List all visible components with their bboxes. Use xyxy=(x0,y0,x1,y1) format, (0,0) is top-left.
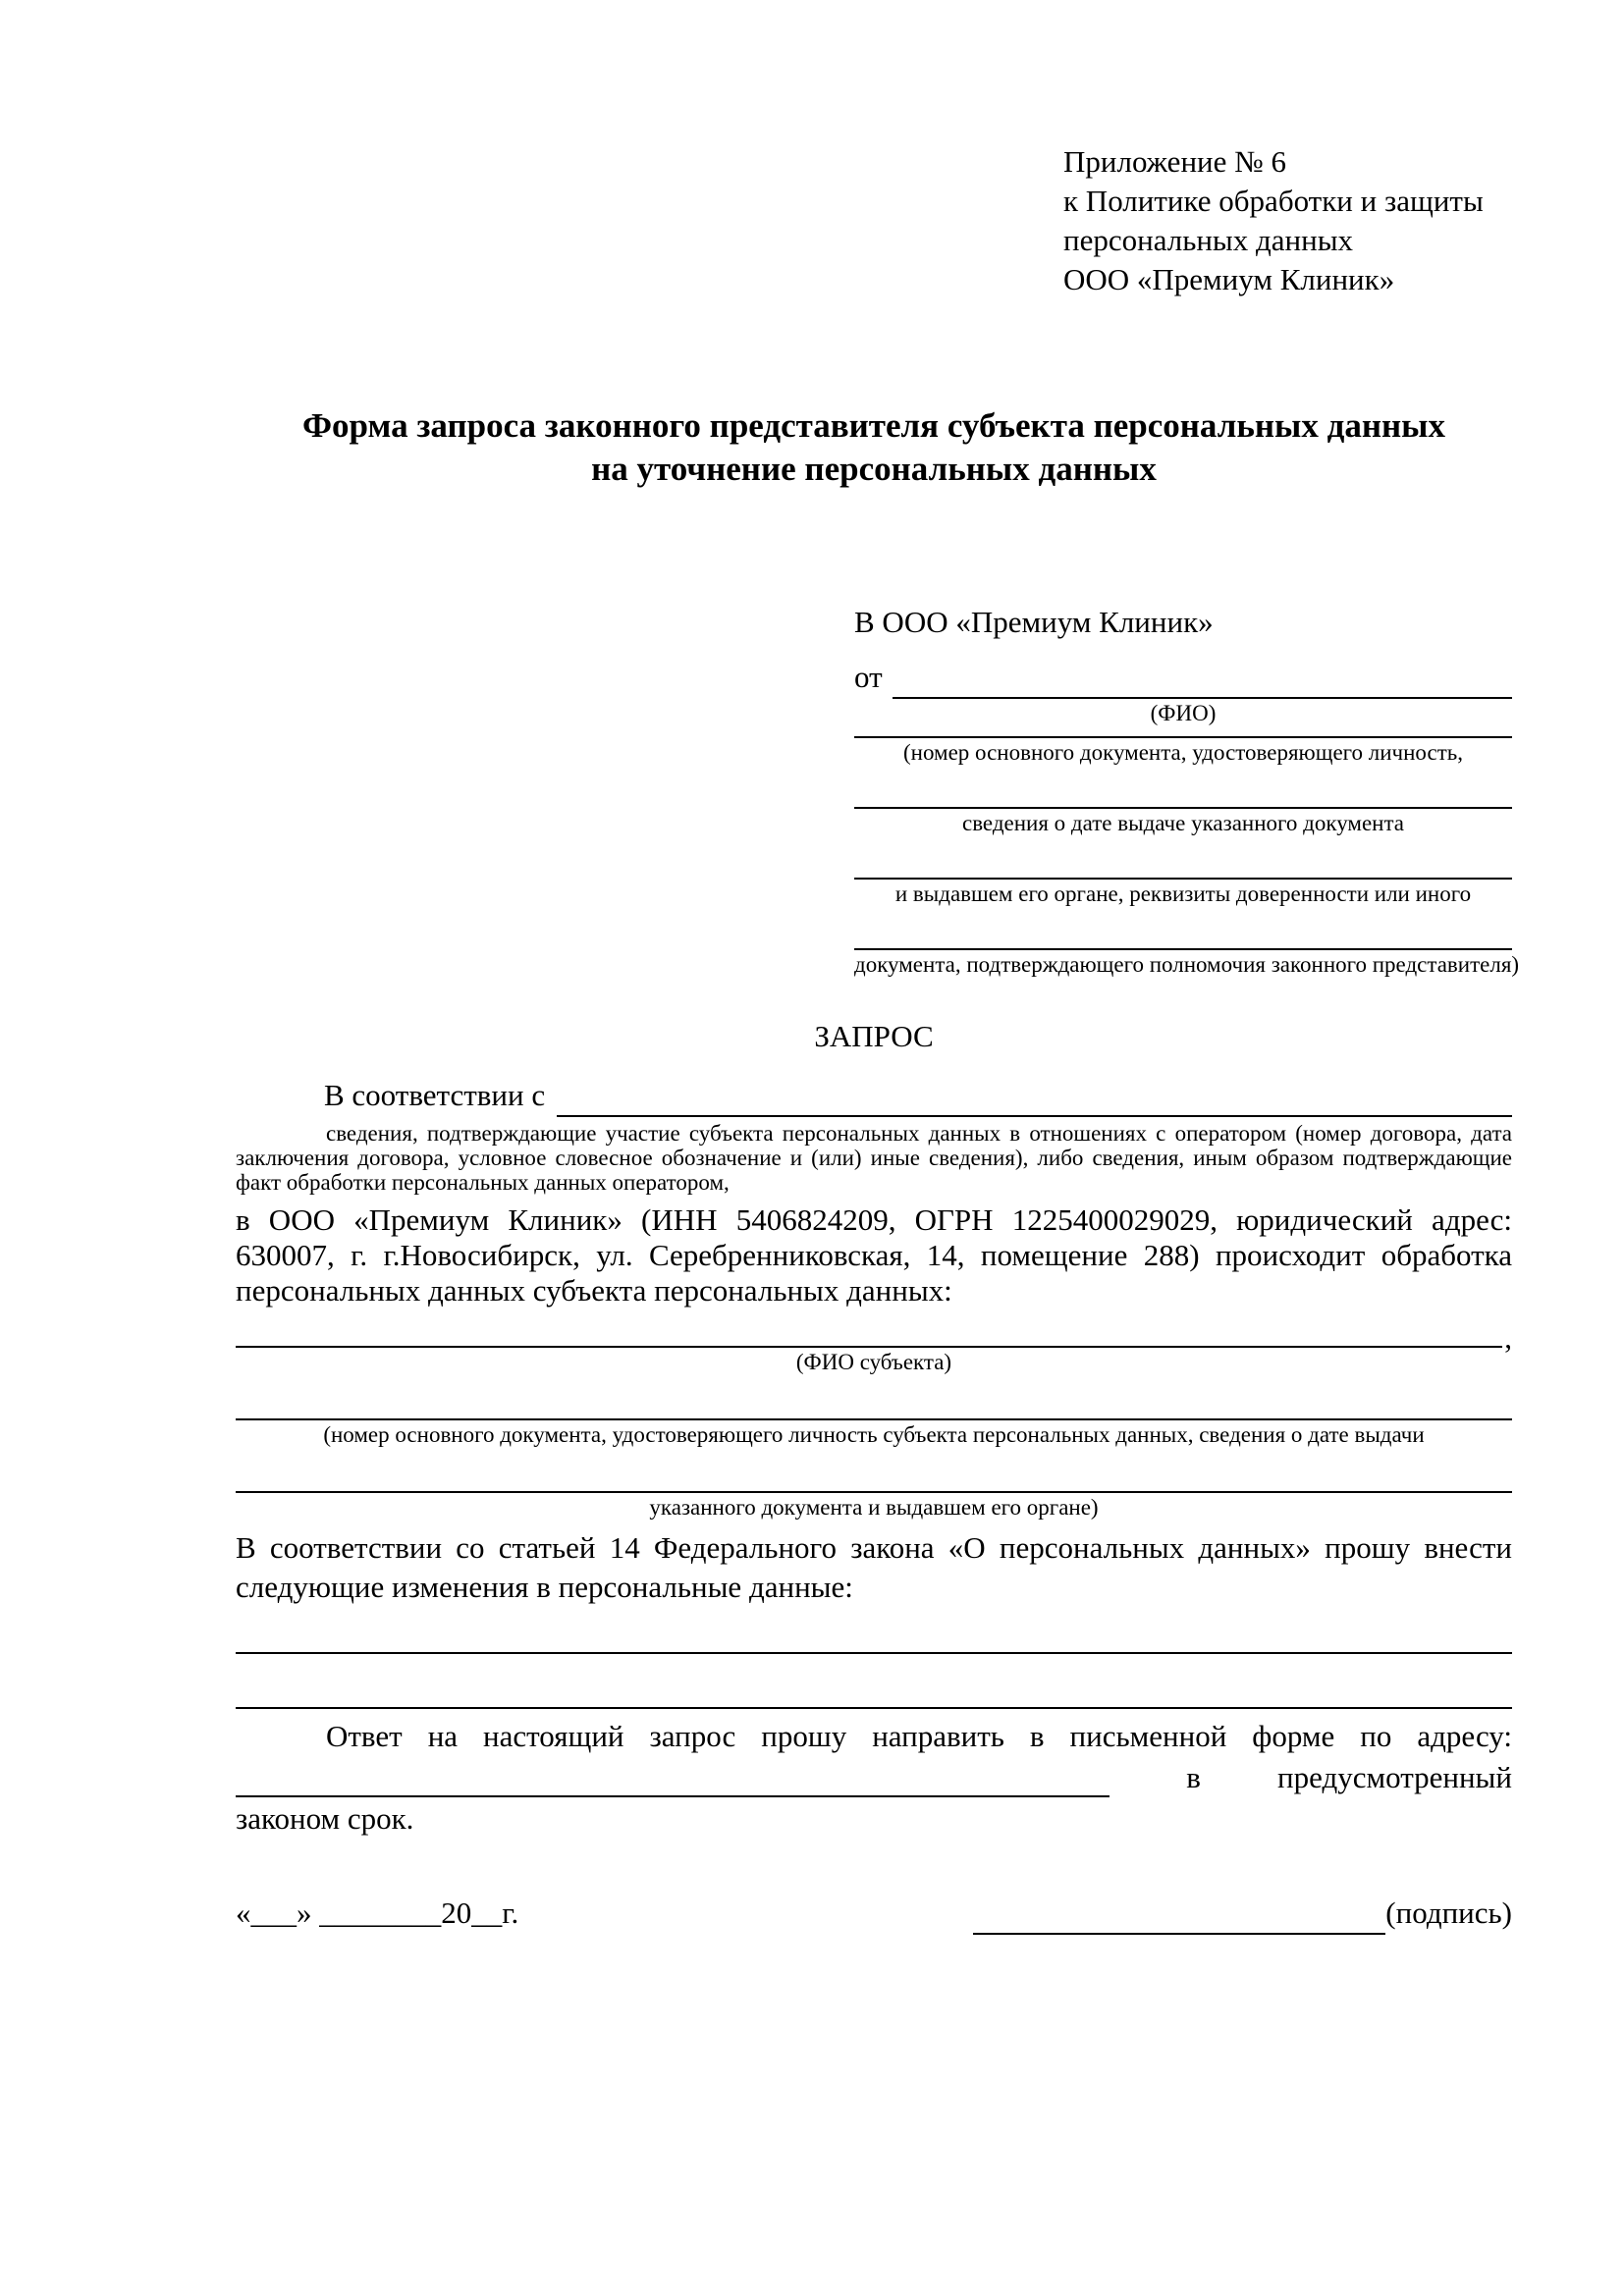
field-group xyxy=(854,909,1520,980)
signature-group xyxy=(973,1892,1512,1935)
annex-line: Приложение № 6 xyxy=(1063,144,1286,179)
operator-paragraph: в ООО «Премиум Клиник» (ИНН 5406824209, ОГРН 1225400029029, юридический адрес: 630007, г. г.Новосибирск, ул. Серебренниковская, 14, помещение 288) происходит обработка персональных данных субъекта персональных данных: xyxy=(236,1202,1512,1308)
signature-caption: (подпись) xyxy=(1385,1896,1512,1930)
annex-line: ООО «Премиум Клиник» xyxy=(1063,262,1395,296)
answer-tail-word-1: в xyxy=(1186,1760,1201,1794)
authority-document-blank-line xyxy=(854,909,1512,950)
annex-block xyxy=(1063,142,1512,299)
field-caption: (номер основного документа, удостоверяющего личность, xyxy=(902,740,1463,765)
subject-document-caption-1: (номер основного документа, удостоверяющего личность субъекта персональных данных, сведения о дате выдачи xyxy=(323,1422,1425,1447)
field-group xyxy=(854,728,1512,768)
field-group xyxy=(854,768,1512,838)
subject-fio-row xyxy=(236,1314,1512,1355)
changes-blank-line-2 xyxy=(236,1654,1512,1709)
document-title-line-1: Форма запроса законного представителя субъекта персональных данных xyxy=(302,406,1445,445)
document-number-blank-line xyxy=(854,728,1512,738)
according-blank-line xyxy=(557,1074,1512,1117)
answer-address-blank-line xyxy=(236,1758,1110,1797)
issuing-authority-blank-line xyxy=(854,838,1512,880)
addressee-organization: В ООО «Премиум Клиник» xyxy=(854,605,1214,639)
field-caption: и выдавшем его органе, реквизиты доверенности или иного xyxy=(894,881,1472,906)
addressee-block xyxy=(854,601,1520,980)
footer-row xyxy=(236,1892,1512,1935)
fio-blank-line xyxy=(893,656,1512,699)
subject-document-blank-line xyxy=(236,1377,1512,1420)
subject-document-caption-2: указанного документа и выдавшем его органе) xyxy=(649,1495,1099,1520)
annex-line: персональных данных xyxy=(1063,223,1354,257)
according-label: В соответствии с xyxy=(324,1078,546,1112)
answer-paragraph: Ответ на настоящий запрос прошу направить в письменной форме по адресу: xyxy=(326,1719,1512,1753)
according-row xyxy=(236,1074,1512,1117)
article-14-paragraph: В соответствии со статьей 14 Федерального закона «О персональных данных» прошу внести следующие изменения в персональные данные: xyxy=(236,1530,1512,1604)
subject-fio-blank-line xyxy=(236,1314,1502,1348)
signature-blank-line xyxy=(973,1892,1385,1935)
fio-caption: (ФИО) xyxy=(1150,701,1217,725)
answer-tail-line-2: законом срок. xyxy=(236,1801,414,1836)
answer-tail-word-2: предусмотренный xyxy=(1277,1760,1512,1794)
changes-blank-line-1 xyxy=(236,1607,1512,1654)
subject-document-blank-line-2 xyxy=(236,1450,1512,1493)
answer-address-row xyxy=(236,1758,1512,1797)
subject-fio-caption: (ФИО субъекта) xyxy=(795,1350,952,1374)
issue-date-blank-line xyxy=(854,768,1512,809)
field-caption: документа, подтверждающего полномочия законного представителя) xyxy=(854,952,1520,977)
from-row xyxy=(854,656,1512,699)
field-caption: сведения о дате выдаче указанного документа xyxy=(961,811,1405,835)
annex-line: к Политике обработки и защиты xyxy=(1063,184,1484,218)
subject-fio-comma: , xyxy=(1504,1320,1512,1355)
request-heading: ЗАПРОС xyxy=(814,1019,934,1053)
document-title-line-2: на уточнение персональных данных xyxy=(591,450,1157,488)
explanatory-note: сведения, подтверждающие участие субъекта персональных данных в отношениях с оператором (номер договора, дата заключения договора, условное словесное обозначение и (или) иные сведения), либо сведения, иным образом подтверждающие факт обработки персональных данных оператором, xyxy=(236,1121,1512,1195)
from-label: от xyxy=(854,660,883,694)
document-title xyxy=(236,404,1512,491)
field-group xyxy=(854,838,1512,909)
date-blank-line: «___» ________20__г. xyxy=(236,1896,519,1930)
